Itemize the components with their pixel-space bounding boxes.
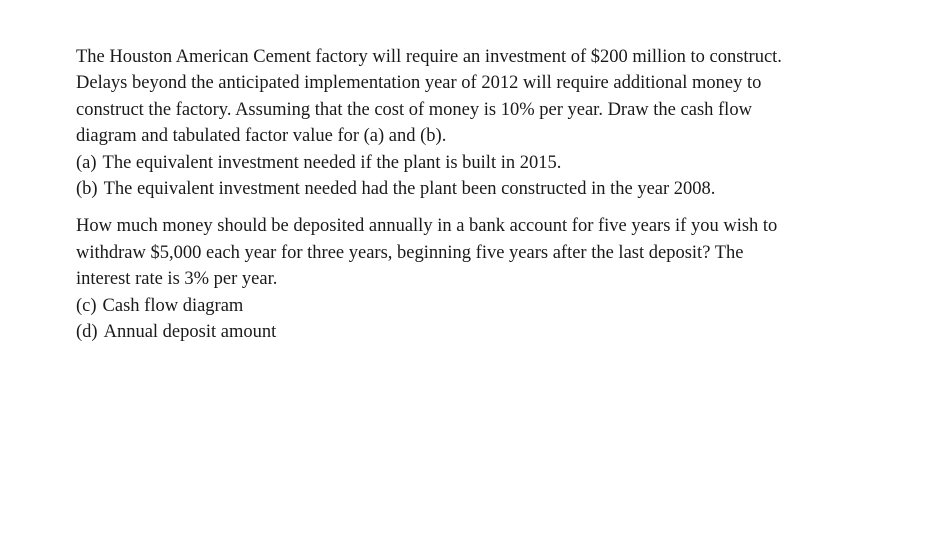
- problem-2-item-c: [76, 293, 876, 319]
- problem-1-line: diagram and tabulated factor value for (a) and (b).: [76, 126, 447, 147]
- problem-2-line: How much money should be deposited annually in a bank account for five years if you wish to: [76, 216, 778, 237]
- item-label: (a): [76, 152, 97, 173]
- problem-1-item-a: [76, 150, 876, 176]
- item-label: (d): [76, 322, 98, 343]
- problem-2-line: withdraw $5,000 each year for three years, beginning five years after the last deposit? The: [76, 242, 744, 263]
- item-label: (c): [76, 295, 97, 316]
- problem-1-item-b: [76, 176, 876, 202]
- document-body: [76, 44, 876, 345]
- item-text: Cash flow diagram: [102, 295, 244, 316]
- problem-1-line: Delays beyond the anticipated implementation year of 2012 will require additional money to: [76, 73, 762, 94]
- problem-1-line: The Houston American Cement factory will require an investment of $200 million to construct.: [76, 47, 782, 67]
- item-text: Annual deposit amount: [103, 322, 277, 343]
- item-label: (b): [76, 179, 98, 200]
- paragraph-gap: [76, 202, 876, 213]
- problem-2-item-d: [76, 319, 876, 345]
- problem-1-line: construct the factory. Assuming that the cost of money is 10% per year. Draw the cash flow: [76, 99, 752, 120]
- problem-2-line: interest rate is 3% per year.: [76, 269, 278, 290]
- item-text: The equivalent investment needed if the plant is built in 2015.: [102, 152, 562, 173]
- item-text: The equivalent investment needed had the plant been constructed in the year 2008.: [103, 179, 716, 200]
- problem-1: [76, 44, 876, 202]
- problem-2: [76, 213, 876, 345]
